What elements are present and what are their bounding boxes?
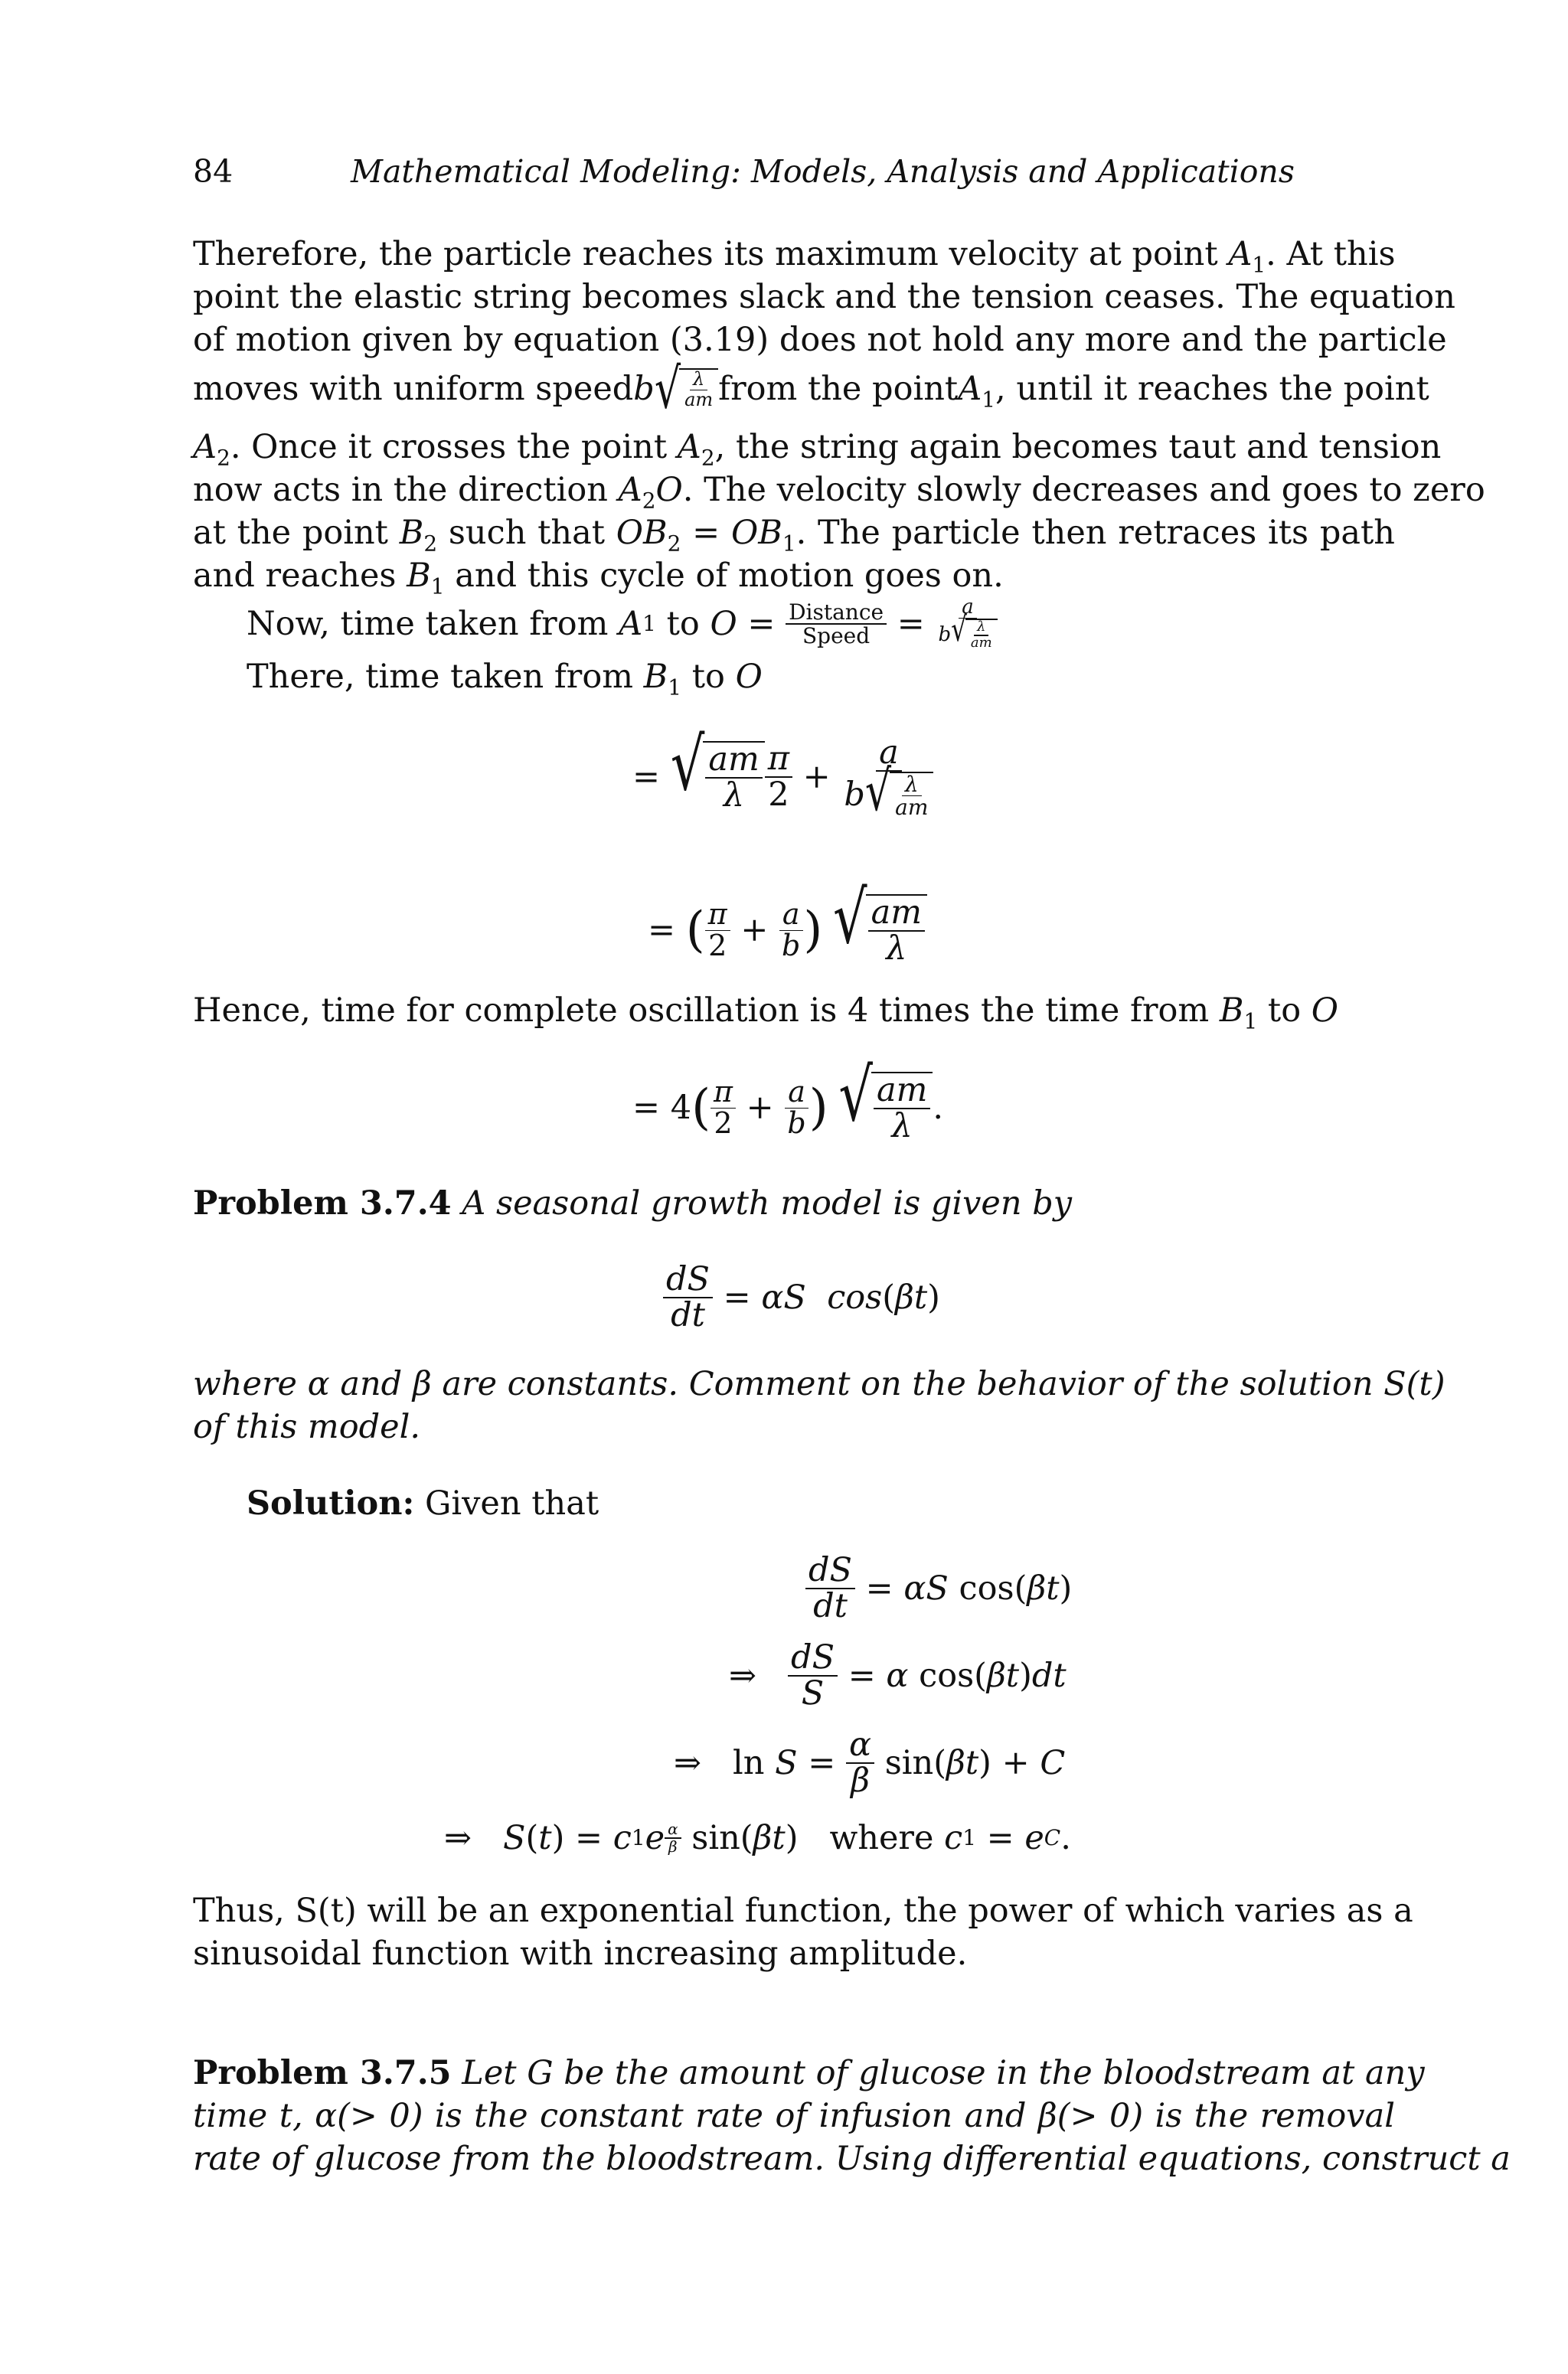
solution-eq-2: ⇒ $\frac{dS}{S}$ = α cos( βt ) dt xyxy=(729,1638,1067,1713)
there-line: There, time taken from $B_1$ to O xyxy=(247,658,763,700)
para1-line6: now acts in the direction $A_2O$. The velocity slowly decreases and goes to zero xyxy=(193,471,1485,514)
thus-line1: Thus, S(t) will be an exponential function, the power of which varies as a xyxy=(193,1892,1413,1930)
problem-375-line3: rate of glucose from the bloodstream. Using differential equations, construct a xyxy=(193,2140,1511,2178)
running-title: Mathematical Modeling: Models, Analysis and Applications xyxy=(351,153,1295,190)
para1-line2: point the elastic string becomes slack and the tension ceases. The equation xyxy=(193,278,1455,316)
equation-seasonal-model: $\frac{dS}{dt}$ = αS cos ( βt ) xyxy=(663,1256,940,1340)
para1-line4: moves with uniform speed b √ $\frac{\lambda}{am}$ from the point $A_1$, until it reaches the point xyxy=(193,355,1429,422)
problem-375-line2: time t, α(> 0) is the constant rate of infusion and β(> 0) is the removal xyxy=(193,2097,1395,2135)
distance-speed-fraction: $\frac{\text{Distance}}{\text{Speed}}$ xyxy=(786,601,887,648)
solution-line: Solution: Given that xyxy=(247,1484,599,1523)
para1-line5: $A_2$. Once it crosses the point $A_2$, the string again becomes taut and tension xyxy=(193,428,1442,471)
thus-line2: sinusoidal function with increasing amplitude. xyxy=(193,1935,968,1973)
equation-time-sum: = √ $\frac{am}{\lambda}$ $\frac{\pi}{2}$ + a b √ $\frac{\lambda}{am}$ xyxy=(632,727,936,827)
problem-374-where-line1: where α and β are constants. Comment on the behavior of the solution S(t) xyxy=(193,1365,1446,1403)
para1-line3: of motion given by equation (3.19) does not hold any more and the particle xyxy=(193,321,1447,359)
problem-374-where-line2: of this model. xyxy=(193,1408,420,1446)
a-over-speed-fraction: a b √ $\frac{\lambda}{am}$ xyxy=(935,597,1000,651)
page-number: 84 xyxy=(193,153,234,190)
equation-time-simplified: = ( $\frac{\pi}{2}$ + $\frac{a}{b}$ ) √ $\frac{am}{\lambda}$ xyxy=(648,888,927,972)
now-line: Now, time taken from A 1 to O = $\frac{\text{Distance}}{\text{Speed}}$ = a b √ $\frac{\lambda}{am}$ xyxy=(247,597,1395,651)
problem-375-line1: Problem 3.7.5 Let G be the amount of glucose in the bloodstream at any xyxy=(193,2054,1425,2092)
solution-eq-4: ⇒ S ( t ) = c 1 e $\frac{\alpha}{\beta}$ sin( βt ) where c 1 = e C . xyxy=(444,1819,1071,1857)
para1-line1: Therefore, the particle reaches its maximum velocity at point $A_1$. At this xyxy=(193,235,1396,278)
solution-eq-3: ⇒ ln S = $\frac{\alpha}{\beta}$ sin( βt ) + C xyxy=(674,1725,1066,1800)
equation-full-oscillation: = 4 ( $\frac{\pi}{2}$ + $\frac{a}{b}$ ) √ $\frac{am}{\lambda}$ . xyxy=(632,1053,944,1145)
para1-line7: at the point $B_2$ such that $OB_2 = OB_1$. The particle then retraces its path xyxy=(193,514,1395,557)
solution-eq-1: $\frac{dS}{dt}$ = αS cos( βt ) xyxy=(805,1546,1072,1631)
para1-line8: and reaches $B_1$ and this cycle of motion goes on. xyxy=(193,557,1004,599)
hence-line: Hence, time for complete oscillation is 4 times the time from $B_1$ to O xyxy=(193,991,1339,1034)
problem-374-heading: Problem 3.7.4 A seasonal growth model is given by xyxy=(193,1184,1073,1223)
